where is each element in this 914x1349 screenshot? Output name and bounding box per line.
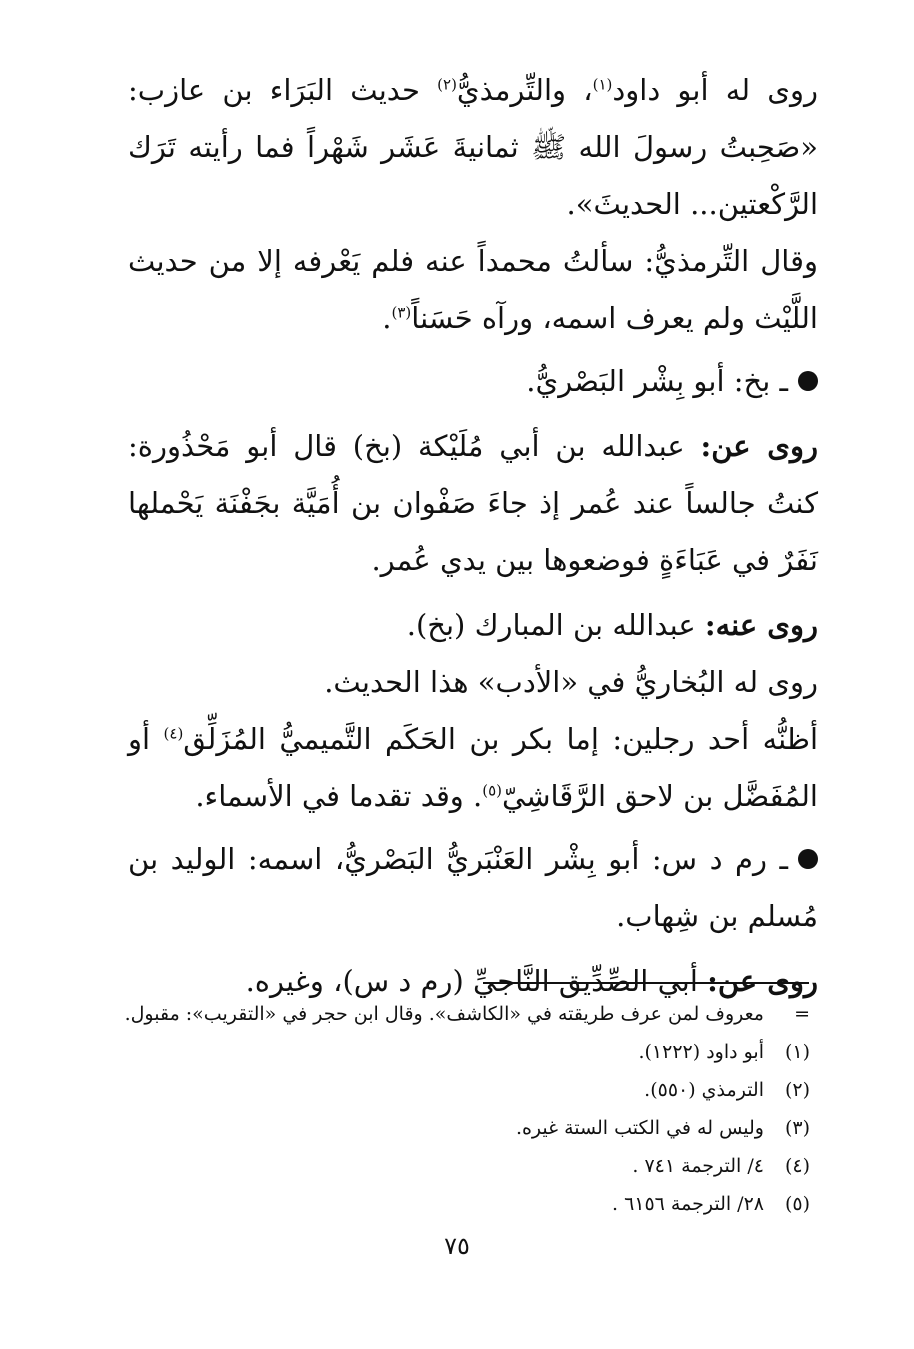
paragraph-narration-1 [128, 62, 818, 233]
footnote-number: = [794, 1003, 810, 1025]
footnote-text: أبو داود (١٢٢٢). [638, 1041, 764, 1063]
footnote-ref-3: (٣) [391, 303, 412, 322]
text-run: ، والتِّرمذيُّ [456, 73, 593, 107]
text-run: وقال التِّرمذيُّ: سألتُ محمداً عنه فلم يَعْرفه إلا من حديث اللَّيْث ولم يعرف اسمه، ورآه حَسَناً [128, 244, 818, 335]
footnotes [110, 995, 810, 1223]
footnote-number: (٤) [784, 1155, 810, 1177]
text-run: حديث البَرَاء بن عازب: «صَحِبتُ رسولَ الله ﷺ ثمانيةَ عَشَر شَهْراً فما رأيته تَرَك الرَّكْعتين... الحديثَ». [128, 73, 818, 221]
footnote-2 [110, 1071, 810, 1109]
bullet-icon [798, 849, 818, 869]
text-run: عبدالله بن المبارك (بخ). [406, 608, 705, 642]
footnote-text: ٤/ الترجمة ٧٤١ . [632, 1155, 764, 1177]
text-run: . [382, 301, 392, 335]
footnote-number: (٢) [784, 1079, 810, 1101]
footnote-3 [110, 1109, 810, 1147]
text-run: أبي الصِّدِّيق النَّاجيِّ (رم د س)، وغيره. [245, 964, 708, 998]
page-number: ٧٥ [444, 1232, 470, 1260]
footnote-number: (٣) [784, 1117, 810, 1139]
footnote-ref-4: (٤) [163, 724, 184, 743]
footnote-number: (٥) [784, 1193, 810, 1215]
footnote-ref-2: (٢) [437, 75, 457, 94]
text-run: أو المُفَضَّل بن لاحق الرَّقَاشِيّ [128, 722, 818, 813]
paragraph-narrated-from-1 [128, 418, 818, 589]
paragraph-identification [128, 711, 818, 825]
keyword-label: روى عنه: [704, 608, 818, 642]
text-run: . وقد تقدما في الأسماء. [195, 779, 483, 813]
paragraph-narrated-by [128, 597, 818, 654]
footnote-5 [110, 1185, 810, 1223]
bullet-icon [798, 371, 818, 391]
text-run: روى له البُخاريُّ في «الأدب» هذا الحديث. [324, 665, 818, 699]
keyword-label: روى عن: [700, 429, 818, 463]
footnote-text: الترمذي (٥٥٠). [644, 1079, 764, 1101]
keyword-label: روى عن: [707, 964, 818, 998]
footnote-4 [110, 1147, 810, 1185]
footnote-ref-5: (٥) [482, 781, 503, 800]
footnote-number: (١) [784, 1041, 810, 1063]
paragraph-bukhari [128, 654, 818, 711]
entry-heading-1 [128, 353, 818, 410]
footnote-text: معروف لمن عرف طريقته في «الكاشف». وقال ابن حجر في «التقريب»: مقبول. [124, 1003, 764, 1025]
footnote-continuation [110, 995, 810, 1033]
footnote-text: ٢٨/ الترجمة ٦١٥٦ . [611, 1193, 764, 1215]
text-run: روى له أبو داود [612, 73, 818, 107]
footnote-divider [483, 982, 809, 984]
entry-heading-text: ـ بخ: أبو بِشْر البَصْريُّ. [526, 364, 788, 398]
footnote-1 [110, 1033, 810, 1071]
paragraph-tirmidhi-comment [128, 233, 818, 347]
footnote-text: وليس له في الكتب الستة غيره. [515, 1117, 764, 1139]
footnote-ref-1: (١) [592, 75, 613, 94]
text-run: أظنُّه أحد رجلين: إما بكر بن الحَكَم التَّميميُّ المُزَلِّق [183, 722, 819, 756]
main-text [128, 62, 818, 1010]
entry-heading-text: ـ رم د س: أبو بِشْر العَنْبَريُّ البَصْريُّ، اسمه: الوليد بن مُسلم بن شِهاب. [128, 842, 818, 933]
entry-heading-2 [128, 831, 818, 945]
text-run: عبدالله بن أبي مُلَيْكة (بخ) قال أبو مَحْذُورة: كنتُ جالساً عند عُمر إذ جاءَ صَفْوان بن أُمَيَّة بجَفْنَة يَحْملها نَفَرٌ في عَبَاءَةٍ فوضعوها بين يدي عُمر. [128, 429, 818, 577]
